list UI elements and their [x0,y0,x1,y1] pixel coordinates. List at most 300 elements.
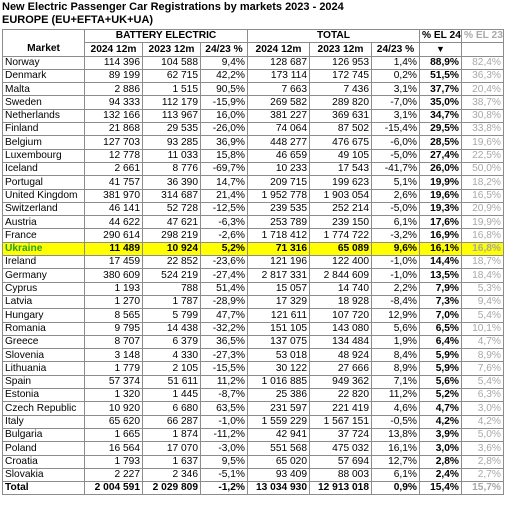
tot-change-cell: 5,1% [372,176,420,189]
el24-cell: 51,5% [420,69,462,82]
be-2024-cell: 94 333 [85,96,143,109]
tot-2024-cell: 551 568 [248,442,310,455]
tot-2024-cell: 253 789 [248,216,310,229]
el23-cell: 6,3% [462,389,504,402]
tot-2023-cell: 87 502 [310,123,372,136]
el23-cell: 19,9% [462,216,504,229]
be-2024-cell: 89 199 [85,69,143,82]
tot-2023-cell: 27 666 [310,362,372,375]
tot-2023-cell: 49 105 [310,149,372,162]
be-change-cell: -28,9% [201,295,248,308]
tot-2023-cell: 172 745 [310,69,372,82]
market-cell: Denmark [3,69,85,82]
tot-change-cell: 13,8% [372,428,420,441]
tot-change-cell: 9,6% [372,242,420,255]
be-change-cell: -12,5% [201,202,248,215]
be-2023-cell: 2 105 [143,362,201,375]
be-2023-cell: 1 787 [143,295,201,308]
tot-2024-cell: 10 233 [248,162,310,175]
be-change-cell: -69,7% [201,162,248,175]
be-2024-cell: 1 270 [85,295,143,308]
be-2023-cell: 51 611 [143,375,201,388]
be-2024-cell: 11 489 [85,242,143,255]
el23-cell: 30,8% [462,109,504,122]
be-change-cell: -5,1% [201,468,248,481]
be-2024-cell: 46 141 [85,202,143,215]
tot-2024-cell: 46 659 [248,149,310,162]
market-cell: United Kingdom [3,189,85,202]
be-2023-cell: 10 924 [143,242,201,255]
be-2024-cell: 8 565 [85,309,143,322]
tot-2023-cell: 37 724 [310,428,372,441]
tot-2023-cell: 14 740 [310,282,372,295]
table-row [3,335,504,348]
be-2023-cell: 4 330 [143,349,201,362]
be-change-cell: -2,6% [201,229,248,242]
market-cell: Luxembourg [3,149,85,162]
total-be-2024-cell: 2 004 591 [85,482,143,495]
market-cell: Estonia [3,389,85,402]
tot-change-cell: 1,4% [372,56,420,69]
el24-cell: 3,9% [420,428,462,441]
be-change-cell: 5,2% [201,242,248,255]
column-header-row [3,43,504,56]
market-cell: Spain [3,375,85,388]
el23-cell: 2,7% [462,468,504,481]
market-cell: Ireland [3,256,85,269]
market-cell: Slovenia [3,349,85,362]
table-row [3,415,504,428]
be-2023-cell: 112 179 [143,96,201,109]
be-change-cell: -8,7% [201,389,248,402]
tot-2023-cell: 289 820 [310,96,372,109]
be-2024-cell: 12 778 [85,149,143,162]
be-change-cell: -15,9% [201,96,248,109]
el24-cell: 4,2% [420,415,462,428]
tot-2024-cell: 7 663 [248,83,310,96]
tot-2024-cell: 151 105 [248,322,310,335]
tot-2024-cell: 65 020 [248,455,310,468]
tot-2023-header[interactable]: 2023 12m [310,43,372,56]
tot-change-cell: 6,1% [372,468,420,481]
total-tot-change-cell: 0,9% [372,482,420,495]
market-cell: Croatia [3,455,85,468]
el24-cell: 27,4% [420,149,462,162]
tot-2024-cell: 448 277 [248,136,310,149]
tot-2023-cell: 239 150 [310,216,372,229]
be-2024-cell: 3 148 [85,349,143,362]
total-header: TOTAL [248,30,420,43]
el24-cell: 7,9% [420,282,462,295]
table-row [3,269,504,282]
tot-change-cell: 2,6% [372,189,420,202]
market-cell: Germany [3,269,85,282]
tot-2024-cell: 231 597 [248,402,310,415]
table-row [3,455,504,468]
market-cell: Sweden [3,96,85,109]
tot-2024-cell: 128 687 [248,56,310,69]
table-row [3,176,504,189]
tot-change-cell: -0,5% [372,415,420,428]
sort-descending-icon[interactable]: ▼ [420,43,462,56]
be-change-cell: -27,4% [201,269,248,282]
table-row [3,216,504,229]
el24-cell: 19,3% [420,202,462,215]
total-be-change-cell: -1,2% [201,482,248,495]
el23-cell: 3,0% [462,402,504,415]
el24-cell: 7,3% [420,295,462,308]
be-2024-cell: 132 166 [85,109,143,122]
tot-2023-cell: 475 032 [310,442,372,455]
be-2023-cell: 1 515 [143,83,201,96]
be-2024-cell: 380 609 [85,269,143,282]
table-row [3,109,504,122]
tot-2023-cell: 369 631 [310,109,372,122]
tot-2023-cell: 18 928 [310,295,372,308]
market-cell: Greece [3,335,85,348]
el23-cell: 3,6% [462,442,504,455]
be-change-cell: 51,4% [201,282,248,295]
el24-cell: 26,0% [420,162,462,175]
be-2023-cell: 6 680 [143,402,201,415]
be-2024-header[interactable]: 2024 12m [85,43,143,56]
tot-2023-cell: 48 924 [310,349,372,362]
total-el24-cell: 15,4% [420,482,462,495]
be-change-cell: 63,5% [201,402,248,415]
tot-2024-cell: 121 196 [248,256,310,269]
tot-change-cell: 8,4% [372,349,420,362]
tot-2023-cell: 134 484 [310,335,372,348]
el23-cell: 5,4% [462,309,504,322]
market-cell: Slovakia [3,468,85,481]
tot-2024-header[interactable]: 2024 12m [248,43,310,56]
tot-2023-cell: 65 089 [310,242,372,255]
el23-cell: 19,6% [462,136,504,149]
el24-cell: 88,9% [420,56,462,69]
market-cell: Switzerland [3,202,85,215]
total-tot-2023-cell: 12 913 018 [310,482,372,495]
el23-cell: 5,3% [462,282,504,295]
tot-2024-cell: 93 409 [248,468,310,481]
table-row [3,295,504,308]
be-2024-cell: 2 661 [85,162,143,175]
tot-2024-cell: 1 559 229 [248,415,310,428]
tot-change-cell: -3,2% [372,229,420,242]
market-cell: Lithuania [3,362,85,375]
be-2023-cell: 93 285 [143,136,201,149]
be-change-cell: -26,0% [201,123,248,136]
be-2024-cell: 1 320 [85,389,143,402]
tot-2023-cell: 1 903 054 [310,189,372,202]
be-2023-cell: 5 799 [143,309,201,322]
tot-change-cell: 3,1% [372,83,420,96]
tot-2023-cell: 476 675 [310,136,372,149]
tot-change-cell: 5,6% [372,322,420,335]
el23-cell: 5,0% [462,428,504,441]
el24-cell: 28,5% [420,136,462,149]
be-2023-cell: 1 637 [143,455,201,468]
tot-2024-cell: 173 114 [248,69,310,82]
be-2024-cell: 127 703 [85,136,143,149]
tot-2023-cell: 2 844 609 [310,269,372,282]
be-2023-cell: 17 070 [143,442,201,455]
table-row [3,56,504,69]
be-2024-cell: 2 227 [85,468,143,481]
el24-cell: 29,5% [420,123,462,136]
el24-cell: 37,7% [420,83,462,96]
be-2023-cell: 29 535 [143,123,201,136]
el24-cell: 5,2% [420,389,462,402]
tot-2024-cell: 15 057 [248,282,310,295]
el24-cell: 2,4% [420,468,462,481]
be-change-cell: -23,6% [201,256,248,269]
table-row [3,162,504,175]
tot-2024-cell: 42 941 [248,428,310,441]
tot-change-cell: 0,2% [372,69,420,82]
total-tot-2024-cell: 13 034 930 [248,482,310,495]
tot-2023-cell: 1 567 151 [310,415,372,428]
tot-2024-cell: 269 582 [248,96,310,109]
tot-2024-cell: 2 817 331 [248,269,310,282]
tot-2024-cell: 1 718 412 [248,229,310,242]
tot-2024-cell: 239 535 [248,202,310,215]
el24-header[interactable]: % EL 24 [420,30,462,43]
table-row [3,242,504,255]
market-cell: France [3,229,85,242]
table-row [3,123,504,136]
be-2024-cell: 41 757 [85,176,143,189]
header-blank [3,30,85,43]
be-change-cell: 16,0% [201,109,248,122]
tot-change-cell: -41,7% [372,162,420,175]
be-2024-cell: 65 620 [85,415,143,428]
tot-change-cell: 4,6% [372,402,420,415]
be-2024-cell: 44 622 [85,216,143,229]
be-2023-cell: 14 438 [143,322,201,335]
el23-cell: 9,4% [462,295,504,308]
header-blank-right [462,43,504,56]
tot-2023-cell: 199 623 [310,176,372,189]
tot-2024-cell: 1 952 778 [248,189,310,202]
market-cell: Portugal [3,176,85,189]
tot-2023-cell: 126 953 [310,56,372,69]
el24-cell: 19,6% [420,189,462,202]
tot-2024-cell: 1 016 885 [248,375,310,388]
el24-cell: 13,5% [420,269,462,282]
be-2024-cell: 9 795 [85,322,143,335]
el24-cell: 16,1% [420,242,462,255]
tot-change-cell: 1,9% [372,335,420,348]
tot-2023-cell: 252 214 [310,202,372,215]
el24-cell: 35,0% [420,96,462,109]
tot-2024-cell: 53 018 [248,349,310,362]
el23-cell: 20,9% [462,202,504,215]
tot-change-cell: 16,1% [372,442,420,455]
tot-2023-cell: 17 543 [310,162,372,175]
market-header[interactable]: Market [3,43,85,56]
el24-cell: 17,6% [420,216,462,229]
tot-change-cell: -15,4% [372,123,420,136]
tot-2024-cell: 74 064 [248,123,310,136]
be-2023-cell: 47 621 [143,216,201,229]
be-2024-cell: 8 707 [85,335,143,348]
el24-cell: 14,4% [420,256,462,269]
be-2024-cell: 17 459 [85,256,143,269]
tot-change-cell: -5,0% [372,202,420,215]
be-change-cell: 11,2% [201,375,248,388]
table-row [3,389,504,402]
tot-2024-cell: 25 386 [248,389,310,402]
table-row [3,229,504,242]
be-change-cell: -3,0% [201,442,248,455]
el24-cell: 5,9% [420,362,462,375]
tot-change-cell: 8,9% [372,362,420,375]
tot-change-header[interactable]: 24/23 % [372,43,420,56]
be-change-cell: 42,2% [201,69,248,82]
be-2023-cell: 62 715 [143,69,201,82]
tot-2024-cell: 209 715 [248,176,310,189]
be-change-header[interactable]: 24/23 % [201,43,248,56]
be-change-cell: -11,2% [201,428,248,441]
be-2024-cell: 1 779 [85,362,143,375]
tot-2023-cell: 57 694 [310,455,372,468]
tot-2023-cell: 949 362 [310,375,372,388]
table-row [3,149,504,162]
be-change-cell: 36,9% [201,136,248,149]
be-2024-cell: 10 920 [85,402,143,415]
table-row [3,96,504,109]
market-cell: Hungary [3,309,85,322]
be-2024-cell: 114 396 [85,56,143,69]
tot-2023-cell: 122 400 [310,256,372,269]
be-2024-cell: 1 793 [85,455,143,468]
tot-change-cell: 6,1% [372,216,420,229]
battery-electric-header: BATTERY ELECTRIC [85,30,248,43]
be-change-cell: -32,2% [201,322,248,335]
el23-cell: 50,0% [462,162,504,175]
el24-cell: 16,9% [420,229,462,242]
be-2024-cell: 381 970 [85,189,143,202]
total-be-2023-cell: 2 029 809 [143,482,201,495]
be-2023-cell: 22 852 [143,256,201,269]
tot-2024-cell: 17 329 [248,295,310,308]
tot-2024-cell: 30 122 [248,362,310,375]
el24-cell: 6,5% [420,322,462,335]
tot-change-cell: -5,0% [372,149,420,162]
el23-cell: 16,5% [462,189,504,202]
be-2023-cell: 788 [143,282,201,295]
total-row [3,482,504,495]
market-cell: Finland [3,123,85,136]
el24-cell: 2,8% [420,455,462,468]
table-row [3,83,504,96]
tot-change-cell: 12,7% [372,455,420,468]
be-2024-cell: 16 564 [85,442,143,455]
be-change-cell: 9,5% [201,455,248,468]
market-cell: Ukraine [3,242,85,255]
el23-cell: 18,7% [462,256,504,269]
table-row [3,256,504,269]
tot-2023-cell: 1 774 722 [310,229,372,242]
table-row [3,402,504,415]
el24-cell: 34,7% [420,109,462,122]
market-cell: Cyprus [3,282,85,295]
el23-cell: 5,4% [462,375,504,388]
be-2024-cell: 2 886 [85,83,143,96]
el23-cell: 22,5% [462,149,504,162]
tot-change-cell: 11,2% [372,389,420,402]
be-2023-cell: 1 874 [143,428,201,441]
be-change-cell: -6,3% [201,216,248,229]
report-subtitle: EUROPE (EU+EFTA+UK+UA) [2,14,154,26]
report-title: New Electric Passenger Car Registrations by markets 2023 - 2024 [2,1,344,13]
market-cell: Malta [3,83,85,96]
be-2023-cell: 8 776 [143,162,201,175]
market-cell: Romania [3,322,85,335]
be-change-cell: 15,8% [201,149,248,162]
total-market-cell: Total [3,482,85,495]
table-body [3,56,504,482]
el23-cell: 18,4% [462,269,504,282]
be-change-cell: 90,5% [201,83,248,96]
market-cell: Iceland [3,162,85,175]
table-row [3,189,504,202]
tot-2023-cell: 107 720 [310,309,372,322]
market-cell: Latvia [3,295,85,308]
tot-2023-cell: 88 003 [310,468,372,481]
table-row [3,202,504,215]
be-change-cell: -27,3% [201,349,248,362]
be-2023-cell: 66 287 [143,415,201,428]
el24-cell: 7,0% [420,309,462,322]
group-header-row [3,30,504,43]
tot-2024-cell: 137 075 [248,335,310,348]
market-cell: Bulgaria [3,428,85,441]
tot-2023-cell: 7 436 [310,83,372,96]
be-2023-cell: 113 967 [143,109,201,122]
el23-header[interactable]: % EL 23 [462,30,504,43]
market-cell: Czech Republic [3,402,85,415]
tot-2024-cell: 121 611 [248,309,310,322]
el23-cell: 10,1% [462,322,504,335]
report [2,0,503,495]
be-change-cell: -15,5% [201,362,248,375]
table-row [3,322,504,335]
table-row [3,428,504,441]
be-2023-cell: 524 219 [143,269,201,282]
table-row [3,362,504,375]
tot-2024-cell: 381 227 [248,109,310,122]
el24-cell: 19,9% [420,176,462,189]
el23-cell: 7,6% [462,362,504,375]
table-row [3,309,504,322]
el24-cell: 5,6% [420,375,462,388]
el23-cell: 16,8% [462,229,504,242]
el23-cell: 2,8% [462,455,504,468]
be-2023-cell: 36 390 [143,176,201,189]
table-row [3,282,504,295]
tot-2023-cell: 22 820 [310,389,372,402]
el23-cell: 20,4% [462,83,504,96]
be-2023-header[interactable]: 2023 12m [143,43,201,56]
be-change-cell: 9,4% [201,56,248,69]
tot-change-cell: 7,1% [372,375,420,388]
registrations-table [2,29,504,495]
tot-2023-cell: 143 080 [310,322,372,335]
tot-change-cell: -7,0% [372,96,420,109]
el24-cell: 4,7% [420,402,462,415]
tot-change-cell: -6,0% [372,136,420,149]
